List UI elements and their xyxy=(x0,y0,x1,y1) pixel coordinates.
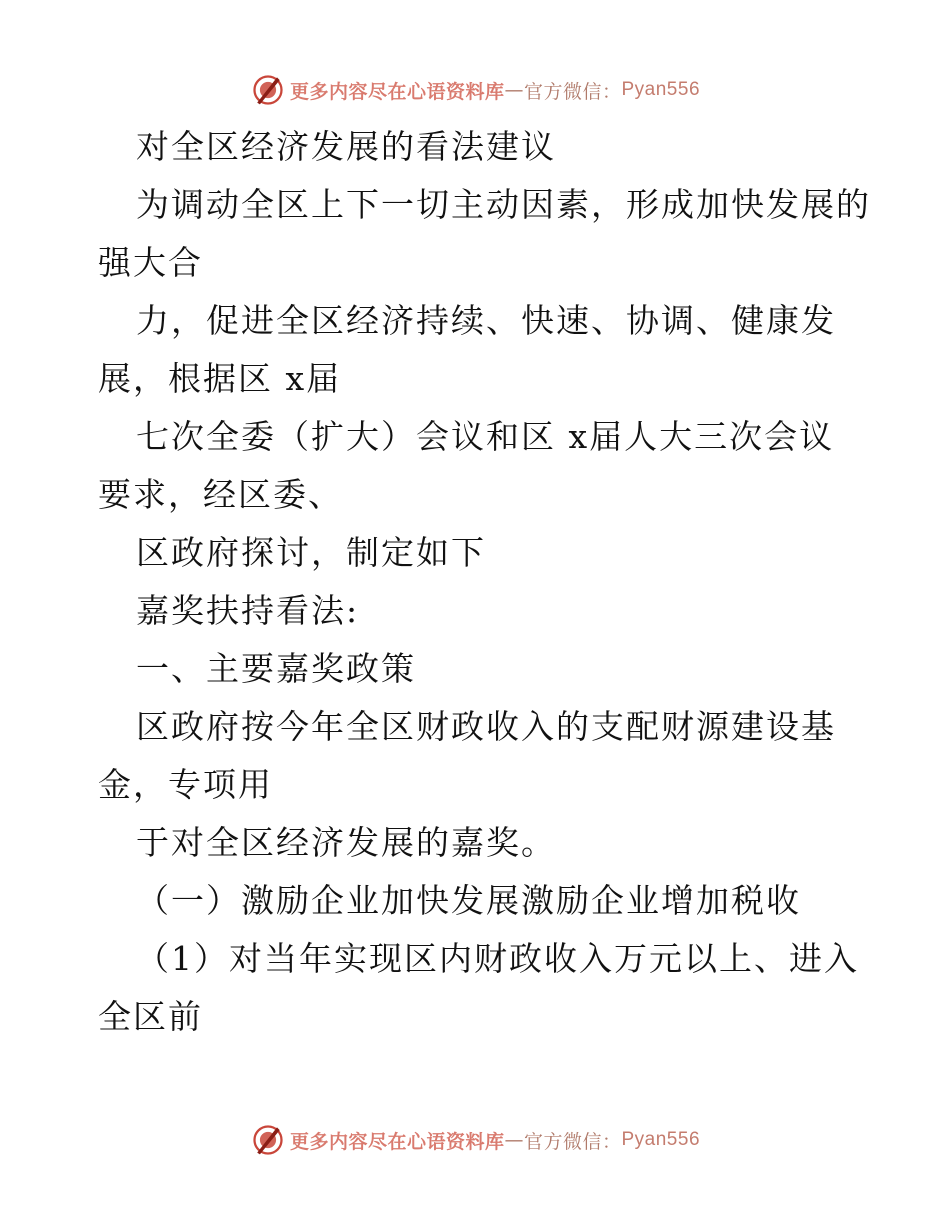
paragraph-line: 为调动全区上下一切主动因素，形成加快发展的 xyxy=(136,185,871,224)
paragraph-line: 嘉奖扶持看法: xyxy=(136,591,360,630)
paragraph-line: 七次全委（扩大）会议和区 x届人大三次会议 xyxy=(136,417,835,456)
paragraph-line: 区政府按今年全区财政收入的支配财源建设基 xyxy=(136,707,836,746)
quill-logo-icon xyxy=(250,1122,286,1158)
watermark-dash: — xyxy=(504,79,524,101)
paragraph-line: 力，促进全区经济持续、快速、协调、健康发 xyxy=(136,301,836,340)
paragraph-line: 区政府探讨，制定如下 xyxy=(136,533,486,572)
paragraph-line: 金，专项用 xyxy=(98,765,273,804)
paragraph-line: （1）对当年实现区内财政收入万元以上、进入 xyxy=(136,939,859,978)
watermark-footer xyxy=(0,1120,950,1160)
document-title: 对全区经济发展的看法建议 xyxy=(136,127,556,166)
paragraph-line: 要求，经区委、 xyxy=(98,475,343,514)
watermark-main-text: 更多内容尽在心语资料库 xyxy=(289,1130,505,1153)
subsection-heading: （一）激励企业加快发展激励企业增加税收 xyxy=(136,881,801,920)
paragraph-line: 展，根据区 x届 xyxy=(98,359,342,398)
paragraph-line: 于对全区经济发展的嘉奖。 xyxy=(136,823,556,862)
paragraph-line: 强大合 xyxy=(98,243,203,282)
watermark-header xyxy=(0,70,950,110)
watermark-wechat-id: Pyan556 xyxy=(621,79,701,100)
paragraph-line: 全区前 xyxy=(98,997,203,1036)
watermark-sub-text: 官方微信： xyxy=(523,80,622,103)
section-heading: 一、主要嘉奖政策 xyxy=(136,649,416,688)
watermark-main-text: 更多内容尽在心语资料库 xyxy=(289,80,505,103)
watermark-sub-text: 官方微信： xyxy=(523,1130,622,1153)
watermark-wechat-id: Pyan556 xyxy=(621,1129,701,1150)
watermark-dash: — xyxy=(504,1129,524,1151)
document-body xyxy=(98,118,871,1046)
quill-logo-icon xyxy=(250,72,286,108)
